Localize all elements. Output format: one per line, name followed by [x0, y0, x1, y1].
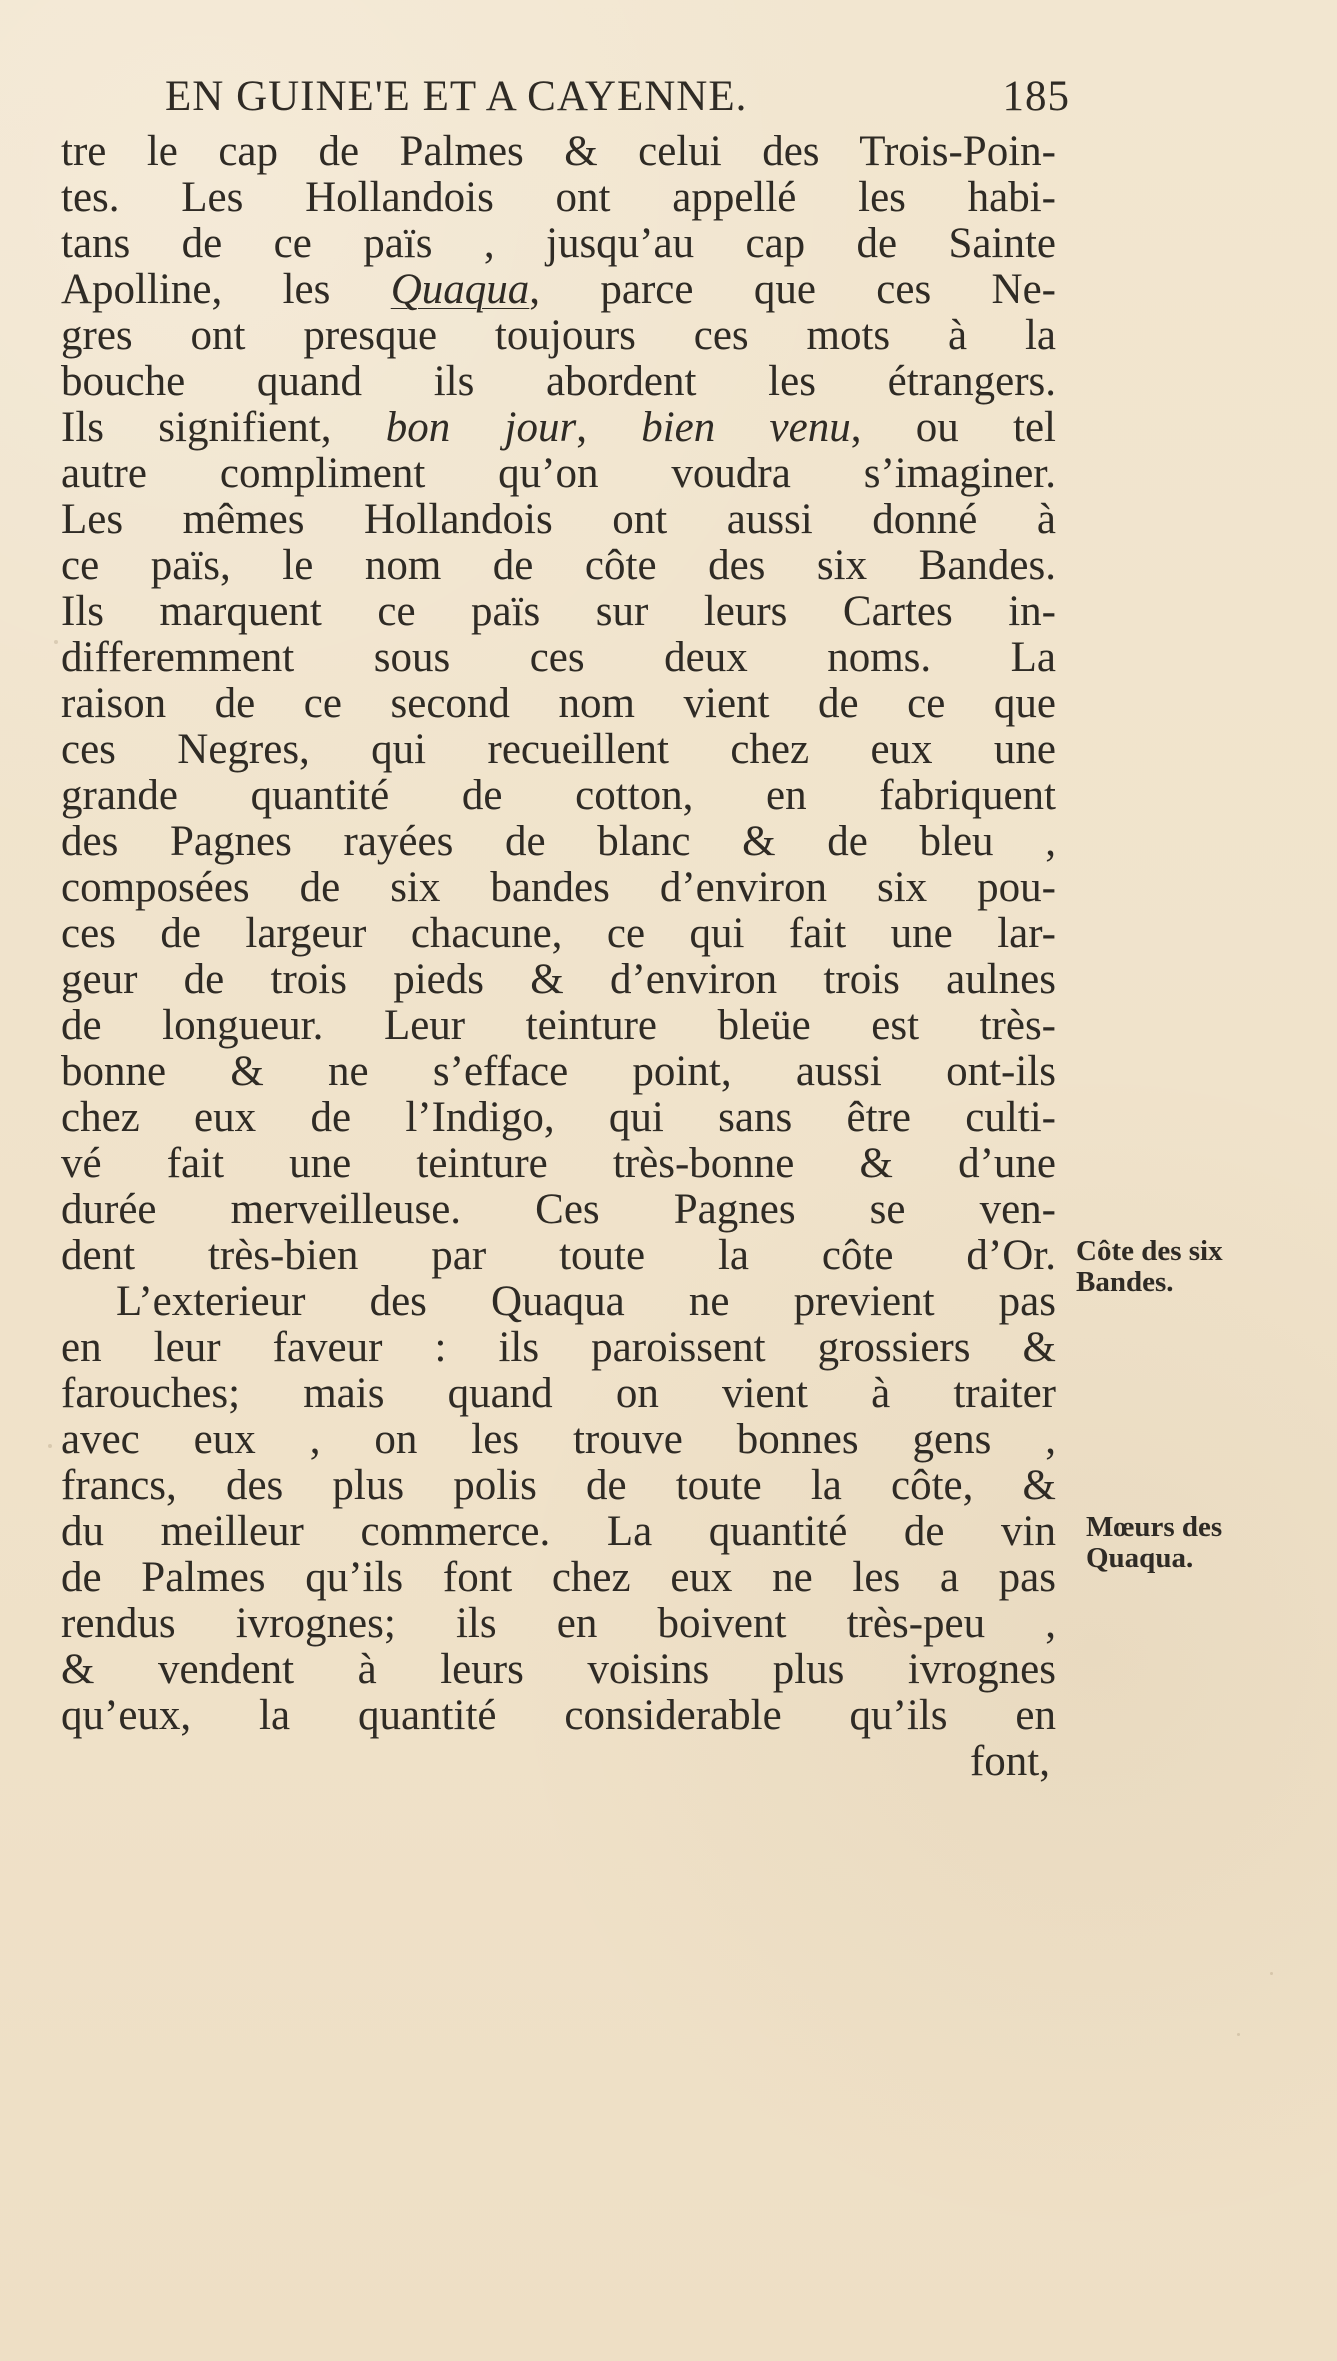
margin-note-2-line-2: Quaqua. [1086, 1542, 1194, 1574]
text-line-13: raison de ce second nom vient de ce que [61, 680, 1056, 727]
bon-jour-term: bon jour [385, 404, 577, 451]
text-line-5: gres ont presque toujours ces mots à la [61, 312, 1056, 359]
text-line-10: ce païs, le nom de côte des six Bandes. [61, 542, 1056, 589]
text-line-3: tans de ce païs , jusqu’au cap de Sainte [61, 220, 1056, 267]
text-line-21: bonne & ne s’efface point, aussi ont-ils [61, 1048, 1056, 1095]
margin-note-cote-des-six-bandes [1076, 1236, 1223, 1298]
text-line-24: durée merveilleuse. Ces Pagnes se ven- [61, 1186, 1056, 1233]
margin-note-moeurs-des-quaqua [1086, 1512, 1222, 1574]
text-line-26: L’exterieur des Quaqua ne previent pas [116, 1278, 1056, 1325]
text-line-35: qu’eux, la quantité considerable qu’ils en [61, 1692, 1056, 1739]
bien-venu-term: bien venu [641, 404, 851, 451]
quaqua-term: Quaqua [390, 266, 530, 313]
text-line-9: Les mêmes Hollandois ont aussi donné à [61, 496, 1056, 543]
text-line-31: du meilleur commerce. La quantité de vin [61, 1508, 1056, 1555]
text-line-7: Ils signifient, bon jour, bien venu, ou tel [61, 404, 1057, 451]
text-line-25: dent très-bien par toute la côte d’Or. [61, 1232, 1056, 1279]
text-line-8: autre compliment qu’on voudra s’imaginer. [61, 450, 1056, 497]
margin-note-1-line-2: Bandes. [1076, 1266, 1174, 1298]
text-line-12: differemment sous ces deux noms. La [61, 634, 1056, 681]
text-line-34: & vendent à leurs voisins plus ivrognes [61, 1646, 1056, 1693]
text-line-32: de Palmes qu’ils font chez eux ne les a pas [61, 1554, 1056, 1601]
text-line-17: composées de six bandes d’environ six pou- [61, 864, 1056, 911]
text-line-20: de longueur. Leur teinture bleüe est très- [61, 1002, 1056, 1049]
paper-spot [1237, 2033, 1240, 2036]
paper-spot [1270, 1972, 1273, 1975]
text-line-33: rendus ivrognes; ils en boivent très-peu , [61, 1600, 1056, 1647]
text-line-4-start: Apolline, les [61, 266, 391, 313]
margin-note-1-line-1: Côte des six [1076, 1235, 1223, 1267]
margin-note-2-line-1: Mœurs des [1086, 1511, 1223, 1543]
text-line-19: geur de trois pieds & d’environ trois aulnes [61, 956, 1056, 1003]
text-line-28: farouches; mais quand on vient à traiter [61, 1370, 1056, 1417]
text-line-29: avec eux , on les trouve bonnes gens , [61, 1416, 1056, 1463]
text-line-2: tes. Les Hollandois ont appellé les habi- [61, 174, 1056, 221]
page-header [165, 72, 1070, 130]
text-line-18: ces de largeur chacune, ce qui fait une lar- [61, 910, 1056, 957]
text-line-4 [61, 267, 1056, 313]
text-line-23: vé fait une teinture très-bonne & d’une [61, 1140, 1056, 1187]
text-line-1: tre le cap de Palmes & celui des Trois-Poin- [61, 128, 1056, 175]
text-line-15: grande quantité de cotton, en fabriquent [61, 772, 1056, 819]
text-line-22: chez eux de l’Indigo, qui sans être culti- [61, 1094, 1056, 1141]
text-line-14: ces Negres, qui recueillent chez eux une [61, 726, 1056, 773]
text-line-11: Ils marquent ce païs sur leurs Cartes in- [61, 588, 1056, 635]
text-line-30: francs, des plus polis de toute la côte, & [61, 1462, 1056, 1509]
text-line-27: en leur faveur : ils paroissent grossiers & [61, 1324, 1056, 1371]
main-text-block [61, 129, 1056, 1785]
catchword: font, [969, 1738, 1050, 1785]
text-line-4-end: , parce que ces Ne- [529, 266, 1056, 313]
page-number: 185 [1002, 73, 1070, 120]
text-line-16: des Pagnes rayées de blanc & de bleu , [61, 818, 1056, 865]
paper-spot [48, 1444, 52, 1448]
text-line-6: bouche quand ils abordent les étrangers. [61, 358, 1056, 405]
paper-spot [54, 640, 58, 644]
running-head: EN GUINE'E ET A CAYENNE. [165, 73, 748, 120]
